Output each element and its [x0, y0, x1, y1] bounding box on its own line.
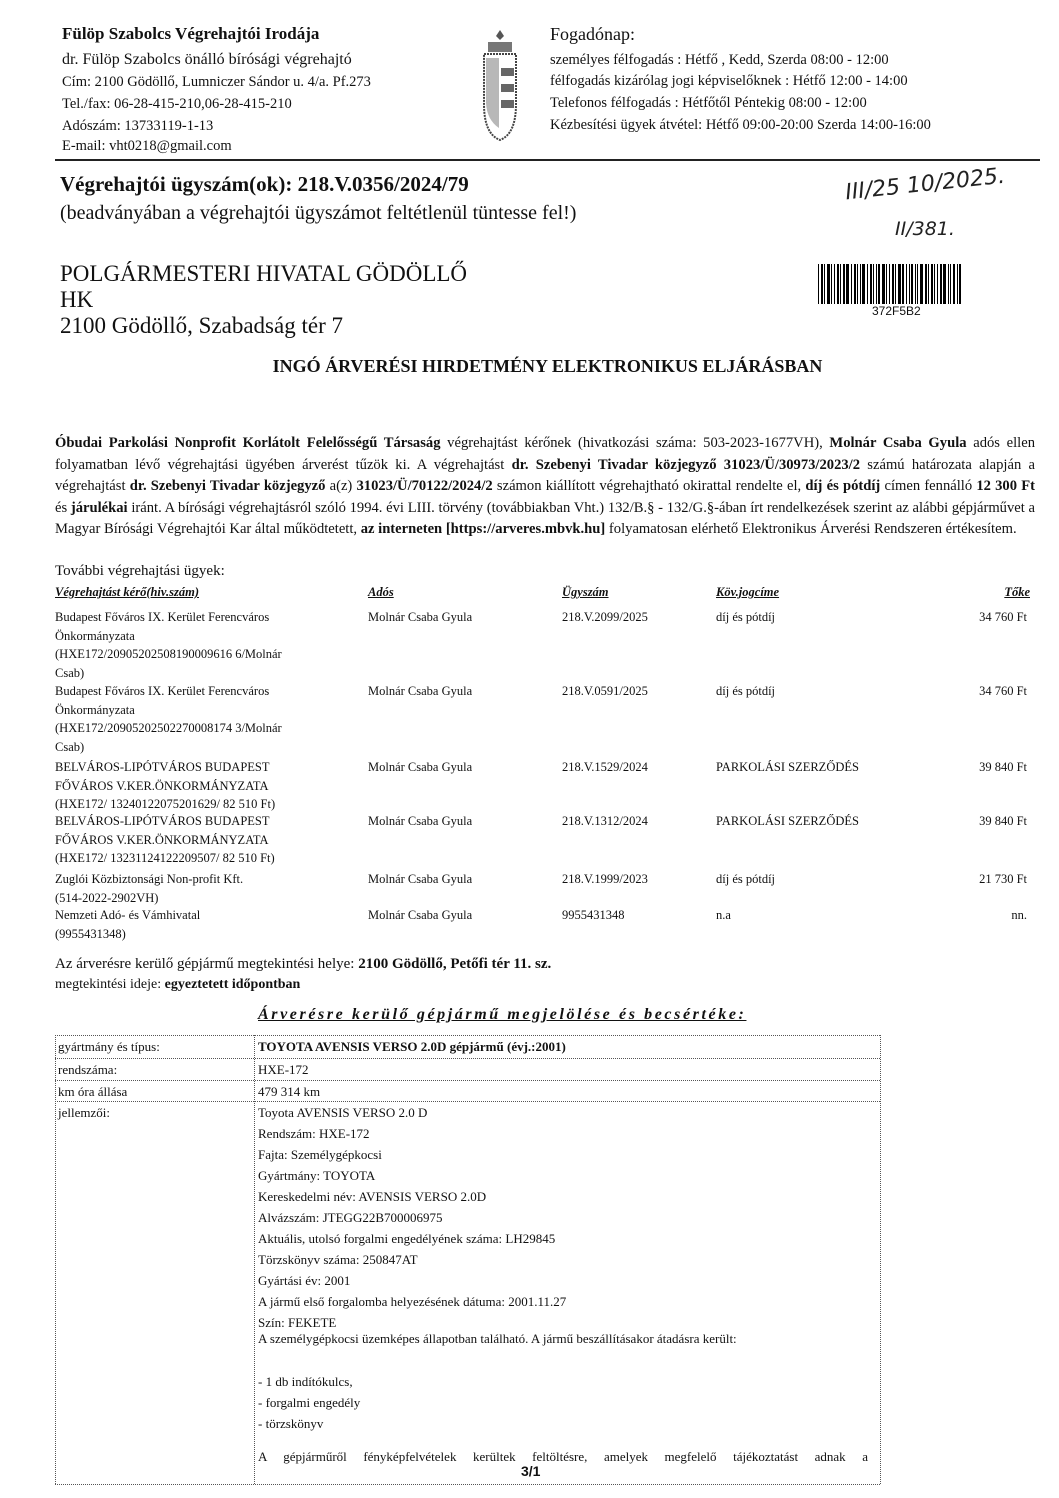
- barcode-bar: [911, 264, 913, 304]
- case-creditor: Csab): [55, 665, 85, 680]
- barcode-label: 372F5B2: [872, 304, 921, 318]
- case-creditor: Önkormányzata: [55, 628, 135, 643]
- office-hours-title: Fogadónap:: [550, 24, 635, 44]
- notary-name: dr. Szebenyi Tivadar közjegyző: [129, 478, 326, 495]
- case-creditor: Budapest Főváros IX. Kerület Ferencváros: [55, 610, 270, 624]
- barcode-bar: [940, 264, 942, 304]
- viewing-place-label: Az árverésre kerülő gépjármű megtekintési helye:: [55, 956, 359, 972]
- barcode-bar: [843, 264, 845, 304]
- claim-accessories: járulékai: [70, 499, 128, 516]
- intro-text: a(z): [325, 478, 357, 495]
- case-creditor: (514-2022-2902VH): [55, 890, 159, 905]
- barcode-bar: [889, 264, 890, 304]
- case-creditor: Nemzeti Adó- és Vámhivatal: [55, 908, 201, 922]
- barcode-bar: [840, 264, 841, 304]
- table-border: [55, 1080, 880, 1081]
- barcode-bar: [917, 264, 918, 304]
- barcode-bar: [860, 264, 861, 304]
- case-creditor: (HXE172/20905202508190009616 6/Molnár: [55, 647, 282, 661]
- vehicle-odometer: 479 314 km: [258, 1084, 321, 1099]
- claim-type: díj és pótdíj: [805, 478, 881, 495]
- barcode-bar: [920, 264, 923, 304]
- barcode-bar: [851, 264, 852, 304]
- barcode-bar: [925, 264, 927, 304]
- viewing-place-value: 2100 Gödöllő, Petőfi tér 11. sz.: [358, 956, 552, 972]
- case-claim-title: díj és pótdíj: [716, 610, 776, 624]
- barcode-bar: [834, 264, 835, 304]
- barcode-bar: [876, 264, 877, 304]
- barcode-bar: [818, 264, 819, 304]
- vehicle-feature: Gyártmány: TOYOTA: [258, 1168, 376, 1183]
- barcode-bar: [878, 264, 880, 304]
- vehicle-feature: Alvázszám: JTEGG22B700006975: [258, 1210, 443, 1225]
- enforcement-document: 31023/Ü/70122/2024/2: [356, 478, 493, 495]
- case-creditor: Csab): [55, 739, 85, 754]
- vehicle-feature: A jármű első forgalomba helyezésének dátuma: 2001.11.27: [258, 1294, 567, 1309]
- intro-text: számú határozata alapján a végrehajtást: [55, 456, 1035, 495]
- case-creditor: Budapest Főváros IX. Kerület Ferencváros: [55, 684, 270, 698]
- office-hours-line: félfogadás kizárólag jogi képviselőknek : Hétfő 12:00 - 14:00: [550, 73, 908, 89]
- barcode-bar: [953, 264, 955, 304]
- viewing-time: [55, 977, 300, 993]
- case-number-cell: 218.V.1999/2023: [562, 872, 648, 886]
- barcode-bar: [934, 264, 935, 304]
- intro-text: adós ellen folyamatban lévő végrehajtási ügyében árverést tűzök ki. A végrehajtást: [55, 435, 1036, 473]
- coat-of-arms-icon: [480, 28, 520, 143]
- column-header-case-number: Ügyszám: [562, 585, 609, 599]
- case-debtor: Molnár Csaba Gyula: [368, 610, 473, 624]
- intro-text: végrehajtást kérőnek (hivatkozási száma: 503-2023-1677VH),: [440, 435, 830, 451]
- intro-text: számon kiállított végrehajtható okirattal rendelte el,: [492, 478, 806, 495]
- case-number: Végrehajtói ügyszám(ok): 218.V.0356/2024/79: [60, 172, 469, 196]
- case-principal: 34 760 Ft: [979, 684, 1027, 698]
- intro-paragraph: [55, 433, 1035, 541]
- barcode-bar: [827, 264, 830, 304]
- recipient-department: HK: [60, 287, 94, 312]
- vehicle-plate: HXE-172: [258, 1062, 309, 1077]
- table-border: [254, 1035, 255, 1484]
- case-claim-title: PARKOLÁSI SZERZŐDÉS: [716, 760, 859, 774]
- case-creditor: (9955431348): [55, 926, 126, 941]
- intro-text: iránt. A bírósági végrehajtásról szóló 1994. évi LIII. törvény (továbbiakban Vht.) 132/B.§ - 132/G.§-ában írt rendelkezések szerint az alábbi gépjárművet a Magyar Bírósági Végrehajtói Kar által működtetett,: [55, 499, 1035, 538]
- intro-text: címen fennálló: [880, 478, 977, 495]
- barcode-bar: [895, 264, 896, 304]
- case-debtor: Molnár Csaba Gyula: [368, 908, 473, 922]
- case-creditor: Önkormányzata: [55, 702, 135, 717]
- document-title: INGÓ ÁRVERÉSI HIRDETMÉNY ELEKTRONIKUS ELJÁRÁSBAN: [272, 356, 823, 376]
- barcode-bar: [928, 264, 929, 304]
- notary-reference: dr. Szebenyi Tivadar közjegyző 31023/Ü/30973/2023/2: [511, 456, 861, 473]
- case-creditor: (HXE172/ 13231124122209507/ 82 510 Ft): [55, 851, 275, 865]
- vehicle-condition: A személygépkocsi üzemképes állapotban található. A jármű beszállításakor átadásra került:: [258, 1331, 737, 1346]
- case-debtor: Molnár Csaba Gyula: [368, 684, 473, 698]
- barcode-bar: [943, 264, 946, 304]
- vehicle-feature: Aktuális, utolsó forgalmi engedélyének száma: LH29845: [258, 1231, 556, 1246]
- vehicle-make-type: TOYOTA AVENSIS VERSO 2.0D gépjármű (évj.:2001): [258, 1039, 566, 1054]
- case-number-cell: 218.V.0591/2025: [562, 684, 648, 698]
- case-claim-title: n.a: [716, 908, 731, 922]
- barcode-bar: [906, 264, 907, 304]
- column-header-claim-title: Köv.jogcíme: [716, 585, 780, 599]
- case-claim-title: díj és pótdíj: [716, 684, 776, 698]
- claim-amount: 12 300 Ft: [976, 478, 1035, 495]
- case-debtor: Molnár Csaba Gyula: [368, 760, 473, 774]
- intro-text: folyamatosan elérhető Elektronikus Árverési Rendszeren értékesítem.: [605, 521, 1017, 538]
- recipient-name: POLGÁRMESTERI HIVATAL GÖDÖLLŐ: [60, 261, 468, 286]
- barcode: [818, 264, 990, 304]
- barcode-bar: [873, 264, 874, 304]
- vehicle-label: gyártmány és típus:: [58, 1039, 160, 1054]
- table-border: [55, 1058, 880, 1059]
- barcode-bar: [821, 264, 823, 304]
- case-creditor: Zuglói Közbiztonsági Non-profit Kft.: [55, 872, 244, 886]
- vehicle-feature: Rendszám: HXE-172: [258, 1126, 370, 1141]
- office-name: Fülöp Szabolcs Végrehajtói Irodája: [62, 24, 320, 43]
- barcode-bar: [931, 264, 933, 304]
- case-number-cell: 218.V.2099/2025: [562, 610, 648, 624]
- handover-item: - 1 db indítókulcs,: [258, 1374, 353, 1389]
- case-principal: 21 730 Ft: [979, 872, 1027, 886]
- vehicle-feature: Kereskedelmi név: AVENSIS VERSO 2.0D: [258, 1189, 487, 1204]
- case-creditor: BELVÁROS-LIPÓTVÁROS BUDAPEST: [55, 814, 270, 828]
- intro-text: és: [55, 499, 71, 516]
- barcode-bar: [854, 264, 856, 304]
- case-number-cell: 9955431348: [562, 908, 625, 922]
- viewing-time-label: megtekintési ideje:: [55, 977, 165, 992]
- table-border: [55, 1484, 880, 1485]
- case-number-note: (beadványában a végrehajtói ügyszámot feltétlenül tüntesse fel!): [60, 202, 577, 224]
- case-debtor: Molnár Csaba Gyula: [368, 814, 473, 828]
- case-claim-title: díj és pótdíj: [716, 872, 776, 886]
- vehicle-label: km óra állása: [58, 1084, 128, 1099]
- case-creditor: FŐVÁROS V.KER.ÖNKORMÁNYZATA: [55, 832, 269, 847]
- case-principal: 39 840 Ft: [979, 814, 1027, 828]
- office-hours-line: Kézbesítési ügyek átvétel: Hétfő 09:00-20:00 Szerda 14:00-16:00: [550, 117, 931, 133]
- barcode-bar: [837, 264, 839, 304]
- auction-website-link[interactable]: az interneten [https://arveres.mbvk.hu]: [360, 521, 606, 538]
- office-phone: Tel./fax: 06-28-415-210,06-28-415-210: [62, 96, 292, 112]
- case-principal: nn.: [1011, 908, 1027, 922]
- case-creditor: FŐVÁROS V.KER.ÖNKORMÁNYZATA: [55, 778, 269, 793]
- handwritten-registry-number: III/25 10/2025.: [844, 163, 1007, 206]
- debtor-name: Molnár Csaba Gyula: [829, 435, 967, 451]
- case-debtor: Molnár Csaba Gyula: [368, 872, 473, 886]
- barcode-bar: [915, 264, 916, 304]
- vehicle-label: jellemzői:: [58, 1105, 110, 1120]
- office-tax-number: Adószám: 13733119-1-13: [62, 118, 214, 134]
- barcode-bar: [862, 264, 865, 304]
- table-border: [55, 1101, 880, 1102]
- case-number-cell: 218.V.1312/2024: [562, 814, 648, 828]
- barcode-bar: [831, 264, 832, 304]
- table-border: [55, 1035, 880, 1036]
- handwritten-file-number: II/381.: [895, 218, 955, 240]
- vehicle-feature: Törzskönyv száma: 250847AT: [258, 1252, 418, 1267]
- vehicle-photos-note: A gépjárműről fényképfelvételek kerültek feltöltésre, amelyek megfelelő tájékoztatást adnak a: [258, 1449, 868, 1464]
- case-creditor: (HXE172/ 13240122075201629/ 82 510 Ft): [55, 797, 276, 811]
- barcode-bar: [846, 264, 849, 304]
- case-creditor: (HXE172/20905202502270008174 3/Molnár: [55, 721, 282, 735]
- case-number-cell: 218.V.1529/2024: [562, 760, 648, 774]
- vehicle-feature: Gyártási év: 2001: [258, 1273, 351, 1288]
- column-header-principal: Tőke: [1004, 585, 1030, 599]
- vehicle-feature: Szín: FEKETE: [258, 1315, 337, 1330]
- barcode-bar: [857, 264, 858, 304]
- vehicle-feature: Fajta: Személygépkocsi: [258, 1147, 382, 1162]
- other-cases-title: További végrehajtási ügyek:: [55, 563, 225, 579]
- barcode-bar: [937, 264, 938, 304]
- table-border: [880, 1035, 881, 1484]
- vehicle-feature: Toyota AVENSIS VERSO 2.0 D: [258, 1105, 428, 1120]
- office-email: E-mail: vht0218@gmail.com: [62, 138, 232, 154]
- barcode-bar: [867, 264, 868, 304]
- column-header-creditor: Végrehajtást kérő(hiv.szám): [55, 585, 199, 599]
- page-number: 3/1: [521, 1463, 541, 1479]
- case-principal: 34 760 Ft: [979, 610, 1027, 624]
- vehicle-section-title: Árverésre kerülő gépjármű megjelölése és becsértéke:: [258, 1006, 747, 1023]
- office-hours-line: Telefonos félfogadás : Hétfőtől Péntekig 08:00 - 12:00: [550, 95, 867, 111]
- viewing-place: [55, 956, 551, 973]
- barcode-bar: [898, 264, 901, 304]
- barcode-bar: [886, 264, 887, 304]
- barcode-bar: [870, 264, 872, 304]
- office-hours-line: személyes félfogadás : Hétfő , Kedd, Szerda 08:00 - 12:00: [550, 52, 889, 68]
- viewing-time-value: egyeztetett időpontban: [164, 977, 301, 992]
- office-address: Cím: 2100 Gödöllő, Lumniczer Sándor u. 4/a. Pf.273: [62, 74, 371, 90]
- barcode-bar: [959, 264, 961, 304]
- column-header-debtor: Adós: [368, 585, 394, 599]
- barcode-bar: [902, 264, 904, 304]
- barcode-bar: [909, 264, 910, 304]
- case-principal: 39 840 Ft: [979, 760, 1027, 774]
- barcode-bar: [882, 264, 885, 304]
- handover-item: - forgalmi engedély: [258, 1395, 361, 1410]
- recipient-address: 2100 Gödöllő, Szabadság tér 7: [60, 313, 343, 338]
- case-creditor: BELVÁROS-LIPÓTVÁROS BUDAPEST: [55, 760, 270, 774]
- table-border: [55, 1035, 56, 1484]
- case-claim-title: PARKOLÁSI SZERZŐDÉS: [716, 814, 859, 828]
- barcode-bar: [957, 264, 958, 304]
- barcode-bar: [950, 264, 951, 304]
- barcode-bar: [892, 264, 894, 304]
- handover-item: - törzskönyv: [258, 1416, 324, 1431]
- vehicle-label: rendszáma:: [58, 1062, 118, 1077]
- header-divider: [55, 159, 1040, 161]
- barcode-bar: [948, 264, 949, 304]
- barcode-bar: [824, 264, 825, 304]
- bailiff-name: dr. Fülöp Szabolcs önálló bírósági végrehajtó: [62, 51, 352, 68]
- creditor-name: Óbudai Parkolási Nonprofit Korlátolt Felelősségű Társaság: [55, 435, 441, 451]
